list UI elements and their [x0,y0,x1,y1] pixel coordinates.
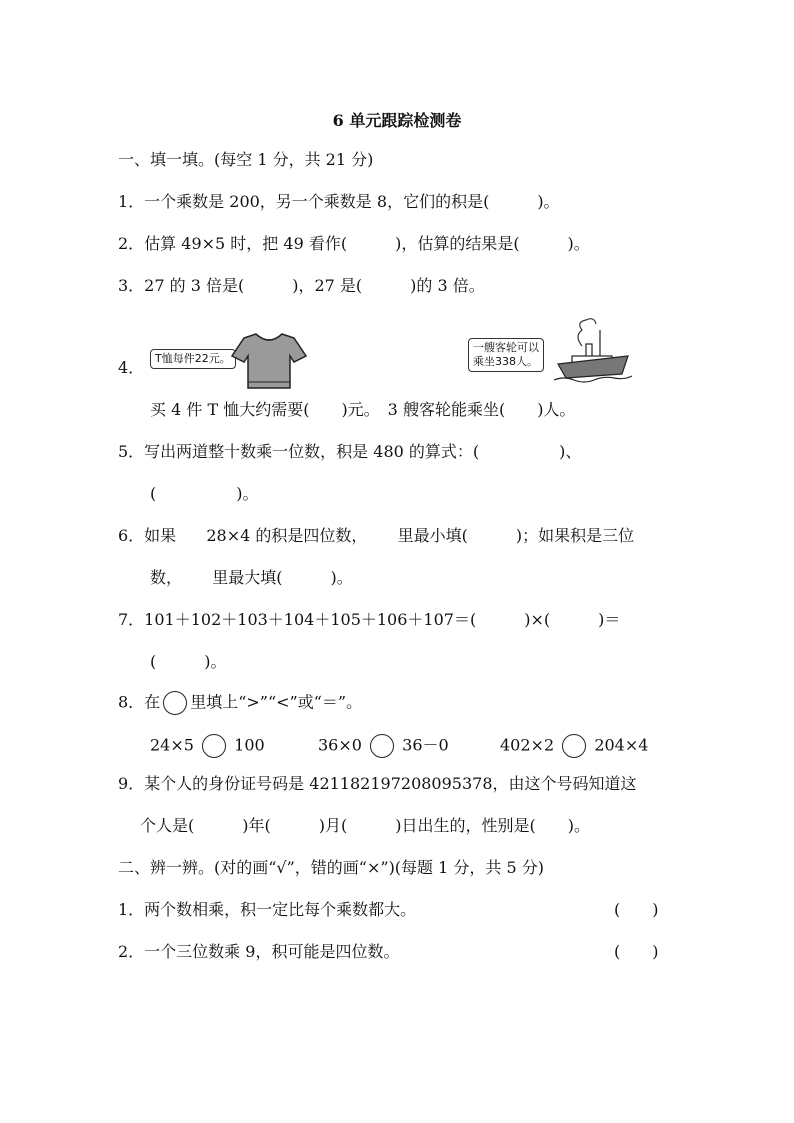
compare-circle-icon [163,691,187,715]
q6-line2-prefix: 数， [150,568,183,587]
judge-item-2-answer: ( ) [614,942,659,961]
q8-item-1-right: 100 [234,735,265,755]
blank-box-icon [183,529,199,545]
ship-capacity-bubble [468,338,544,372]
question-3: 3．27 的 3 倍是( )，27 是( )的 3 倍。 [118,276,485,295]
page-title: 6 单元跟踪检测卷 [332,111,462,130]
question-9-line-1: 9．某个人的身份证号码是 421182197208095378，由这个号码知道这 [118,774,637,793]
q8-suffix: 里填上“>”“<”或“＝”。 [190,692,363,712]
question-8-prompt [118,691,362,715]
q8-item-1-left: 24×5 [150,735,194,755]
question-5-line-1: 5．写出两道整十数乘一位数，积是 480 的算式：( )、 [118,442,582,461]
judge-item-1-text: 1．两个数相乘，积一定比每个乘数都大。 [118,900,417,919]
ship-icon [552,316,632,386]
judge-item-1-answer: ( ) [614,900,659,919]
section1-heading: 一、填一填。(每空 1 分，共 21 分) [118,150,374,169]
ship-bubble-line-2: 乘坐338人。 [473,355,538,368]
q8-item-3 [500,734,648,758]
ship-bubble-line-1: 一艘客轮可以 [473,341,539,354]
compare-circle-icon[interactable] [562,734,586,758]
question-9-line-2: 个人是( )年( )月( )日出生的，性别是( )。 [140,816,590,835]
tshirt-price-bubble [150,349,236,369]
question-4-number: 4． [118,358,145,377]
blank-box-icon [189,571,205,587]
blank-box-icon [375,529,391,545]
question-2: 2．估算 49×5 时，把 49 看作( )，估算的结果是( )。 [118,234,590,253]
q6-prefix: 6．如果 [118,526,177,545]
q6-line2-suffix: 里最大填( )。 [212,568,353,587]
question-5-line-2: ( )。 [150,484,259,503]
question-7-line-2: ( )。 [150,652,227,671]
q8-item-1 [150,734,265,758]
section2-heading: 二、辨一辨。(对的画“√”，错的画“×”)(每题 1 分，共 5 分) [118,858,544,877]
question-7-line-1: 7．101＋102＋103＋104＋105＋106＋107＝( )×( )＝ [118,610,621,629]
judge-item-2-text: 2．一个三位数乘 9，积可能是四位数。 [118,942,400,961]
question-6-line-1 [118,526,634,546]
question-1: 1．一个乘数是 200，另一个乘数是 8，它们的积是( )。 [118,192,560,211]
q8-item-3-right: 204×4 [594,735,649,755]
q8-item-2-left: 36×0 [318,735,362,755]
tshirt-price-text: T恤每件22元。 [155,352,231,365]
question-6-line-2 [150,568,353,588]
tshirt-icon [230,330,308,392]
compare-circle-icon[interactable] [370,734,394,758]
compare-circle-icon[interactable] [202,734,226,758]
q8-item-3-left: 402×2 [500,735,555,755]
q8-item-2-right: 36－0 [402,735,449,755]
q6-middle: 28×4 的积是四位数， [206,526,368,545]
q8-item-2 [318,734,449,758]
q6-suffix: 里最小填( )；如果积是三位 [397,526,635,545]
q8-prefix: 8．在 [118,692,161,712]
question-4-text: 买 4 件 T 恤大约需要( )元。 3 艘客轮能乘坐( )人。 [150,400,576,419]
